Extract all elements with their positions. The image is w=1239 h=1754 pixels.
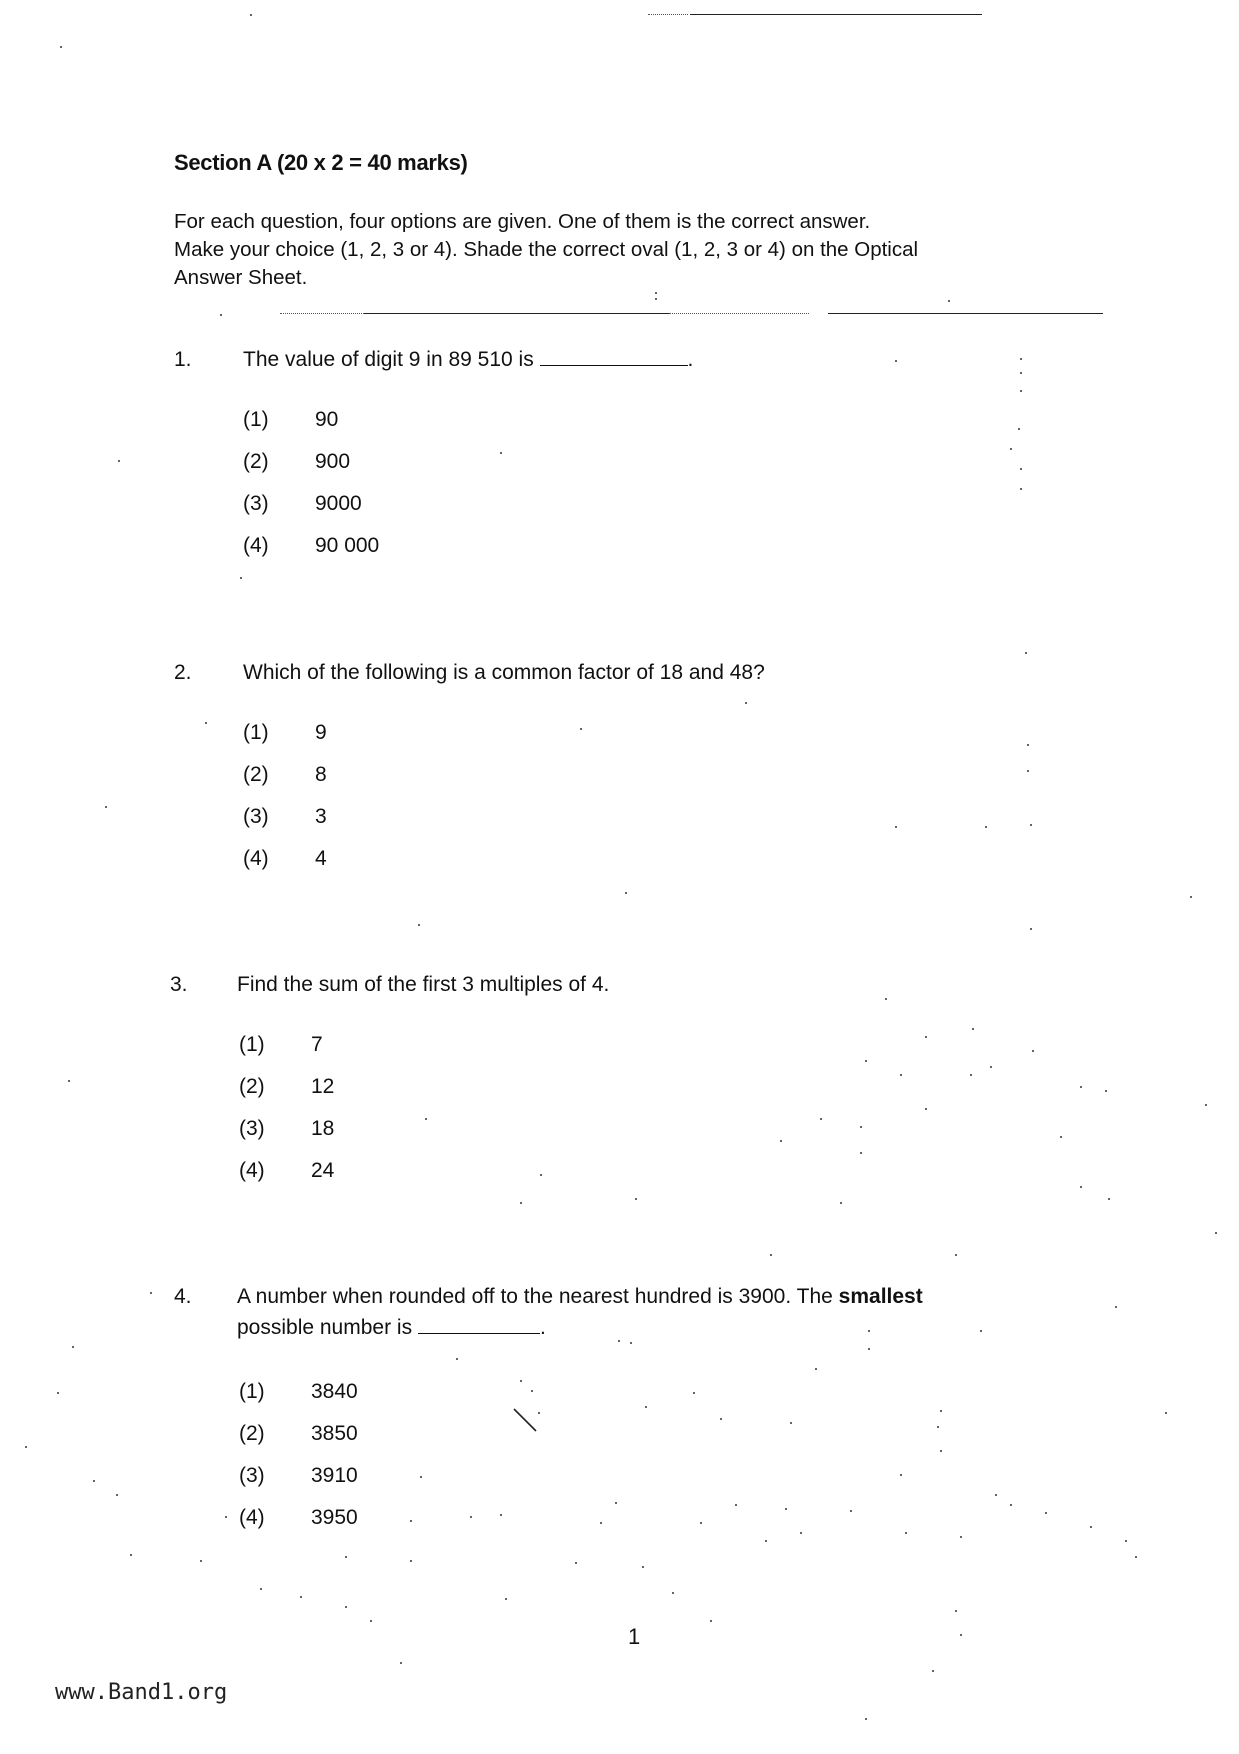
- option-label: (4): [239, 1159, 265, 1182]
- option-item: [239, 1380, 358, 1404]
- option-value: 3910: [311, 1464, 358, 1487]
- option-label: (2): [239, 1422, 265, 1445]
- page-number: 1: [628, 1624, 641, 1649]
- top-scan-line: [690, 14, 982, 15]
- option-item: [243, 450, 350, 474]
- question-text: [237, 1285, 923, 1309]
- option-item: [243, 805, 327, 829]
- option-item: [243, 492, 362, 516]
- option-value: 24: [311, 1159, 335, 1182]
- instruction-line-3: Answer Sheet.: [174, 266, 308, 289]
- question-text-part: A number when rounded off to the nearest hundred is 3900. The: [237, 1285, 833, 1308]
- footer-url: www.Band1.org: [55, 1680, 228, 1705]
- option-item: [239, 1422, 358, 1446]
- option-label: (3): [239, 1464, 265, 1487]
- option-item: [243, 408, 338, 432]
- option-item: [239, 1075, 334, 1099]
- option-label: (1): [239, 1380, 265, 1403]
- option-label: (3): [239, 1117, 265, 1140]
- question-number: 2.: [174, 661, 192, 684]
- option-value: 3: [315, 805, 327, 828]
- option-value: 3840: [311, 1380, 358, 1403]
- option-label: (2): [243, 450, 269, 473]
- option-label: (2): [239, 1075, 265, 1098]
- instructions: [174, 208, 1114, 292]
- answer-blank: [418, 1332, 540, 1334]
- option-value: 9: [315, 721, 327, 744]
- question-number: 3.: [170, 973, 188, 996]
- option-value: 3850: [311, 1422, 358, 1445]
- question-text-end: .: [539, 1316, 546, 1339]
- option-value: 18: [311, 1117, 335, 1140]
- option-item: [239, 1464, 358, 1488]
- question-number: 4.: [174, 1285, 192, 1308]
- option-label: (4): [243, 534, 269, 557]
- option-item: [239, 1506, 358, 1530]
- question-text-line-2: [237, 1316, 546, 1340]
- question-text: Which of the following is a common factor of 18 and 48?: [243, 661, 765, 684]
- option-value: 900: [315, 450, 351, 473]
- question-text-end: .: [687, 348, 694, 371]
- question-text: Find the sum of the first 3 multiples of 4.: [237, 973, 610, 996]
- option-value: 8: [315, 763, 327, 786]
- option-value: 7: [311, 1033, 323, 1056]
- option-value: 90: [315, 408, 339, 431]
- option-value: 90 000: [315, 534, 380, 557]
- option-label: (4): [243, 847, 269, 870]
- question-number: 1.: [174, 348, 192, 371]
- option-label: (3): [243, 805, 269, 828]
- question-text: [243, 348, 693, 372]
- separator-dots-mid: [669, 313, 809, 314]
- option-item: [243, 534, 379, 558]
- separator-line-left: [364, 313, 669, 314]
- option-item: [243, 847, 327, 871]
- option-value: 4: [315, 847, 327, 870]
- option-item: [243, 763, 327, 787]
- top-scan-dots: [648, 14, 688, 15]
- option-label: (1): [239, 1033, 265, 1056]
- stray-pencil-mark: [510, 1405, 542, 1435]
- instruction-line-2: Make your choice (1, 2, 3 or 4). Shade the correct oval (1, 2, 3 or 4) on the Optical: [174, 238, 919, 261]
- section-title: Section A (20 x 2 = 40 marks): [174, 150, 468, 175]
- option-value: 3950: [311, 1506, 358, 1529]
- option-value: 12: [311, 1075, 335, 1098]
- instruction-line-1: For each question, four options are given. One of them is the correct answer.: [174, 210, 871, 233]
- answer-blank: [540, 364, 688, 366]
- option-label: (3): [243, 492, 269, 515]
- option-label: (4): [239, 1506, 265, 1529]
- question-emphasis: smallest: [838, 1285, 923, 1308]
- option-label: (1): [243, 408, 269, 431]
- question-text-part: possible number is: [237, 1316, 413, 1339]
- separator-dots-left: [280, 313, 364, 314]
- option-item: [239, 1033, 323, 1057]
- option-item: [239, 1159, 334, 1183]
- separator-line-right: [828, 313, 1103, 314]
- option-value: 9000: [315, 492, 362, 515]
- option-item: [239, 1117, 334, 1141]
- option-label: (1): [243, 721, 269, 744]
- option-item: [243, 721, 327, 745]
- option-label: (2): [243, 763, 269, 786]
- question-text-part: The value of digit 9 in 89 510 is: [243, 348, 534, 371]
